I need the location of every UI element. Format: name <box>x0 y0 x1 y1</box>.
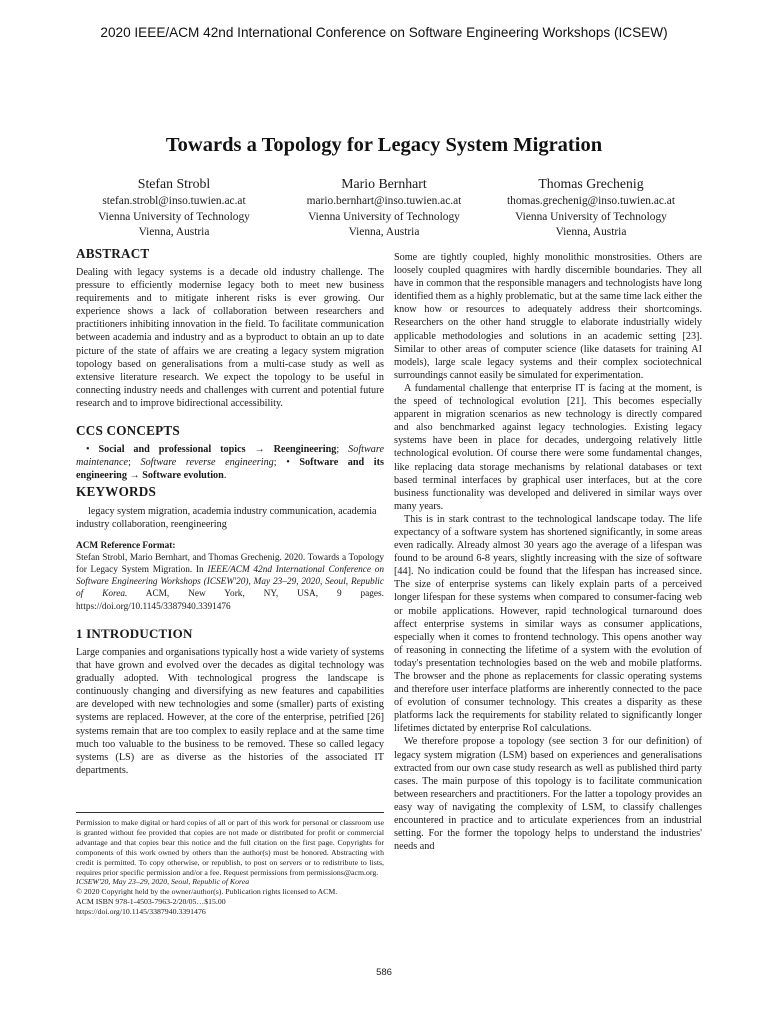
keywords-text: legacy system migration, academia industry communication, academia industry collaboration, reengineering <box>76 506 377 531</box>
ccs-sep: ; <box>336 444 349 456</box>
author-location: Vienna, Austria <box>348 226 420 239</box>
permission-isbn: ACM ISBN 978-1-4503-7963-2/20/05…$15.00 <box>76 897 226 907</box>
author-email: thomas.grechenig@inso.tuwien.ac.at <box>506 195 675 207</box>
permission-copyright: © 2020 Copyright held by the owner/author(s). Publication rights licensed to ACM. <box>76 887 338 897</box>
author-2 <box>284 175 484 241</box>
author-name: Stefan Strobl <box>137 176 211 191</box>
left-column <box>76 246 384 777</box>
reference-part-1: Stefan Strobl, Mario Bernhart, and Thomas Grechenig. 2020. Towards a Topology for Legacy System Migration. In <box>76 552 384 575</box>
body-paragraph-3: This is in stark contrast to the technological landscape today. The life expectancy of a software system has shortened significantly, in some areas even radically. Already almost 30 years ago the average of a lifespan was found to be around 6-8 years, slightly increasing with the size of software [44]. No indication could be found that the lifespan has increased since. The size of enterprise systems can likely explain parts of a perceived longer lifespan for these systems when compared to consumer-facing web or mobile applications. However, rapid technological turnaround does affect enterprise systems in similar ways as consumer applications, especially when it comes to frontend technology. This opens another way of reasoning in connecting the lifetime of a system with the evolution of today's presentation technologies based on the web and mobile platforms. The browser and the phone as replacements for classic operating systems and therefore user interface platforms are inherently connected to the pace of evolution of consumer technology. This creates a disparity as these platforms lack the requirements for stability related to significantly longer lifetimes dictated by enterprise RoI calculations. <box>394 513 702 735</box>
reference-heading: ACM Reference Format: <box>76 540 176 551</box>
ccs-concepts <box>76 443 384 482</box>
author-name: Thomas Grechenig <box>538 176 644 191</box>
author-affiliation: Vienna University of Technology <box>515 210 667 223</box>
body-paragraph-2: A fundamental challenge that enterprise IT is facing at the moment, is the speed of technological evolution [21]. This becomes especially apparent in migration scenarios as new technology is directly compared and also benchmarked against legacy technologies. Existing legacy systems have been in place for decades, undergoing relatively little technological evolution. Of course there were some fundamental changes, like replacing data storage mechanisms by relational databases or text based terminal interfaces by graphical user interfaces, but at the core business functionality was developed and delivered in similar ways over many years. <box>394 382 702 512</box>
author-affiliation: Vienna University of Technology <box>98 210 250 223</box>
right-column <box>394 251 702 853</box>
author-location: Vienna, Austria <box>138 226 210 239</box>
ccs-end: . <box>223 470 227 482</box>
conference-header: 2020 IEEE/ACM 42nd International Conference on Software Engineering Workshops (ICSEW) <box>100 25 668 40</box>
abstract-heading: ABSTRACT <box>76 246 150 261</box>
abstract-text: Dealing with legacy systems is a decade old industry challenge. The pressure to efficiently modernise legacy both to meet new business requirements and to mitigate inherent risks is ever growing. Our experience shows a lack of collaboration between researchers and practitioners inhibiting innovation in the field. To facilitate communication between academia and industry and as a byproduct to obtain an up to date picture of the state of affairs we are creating a legacy system migration topology based on generalisations from a multi-case study as well as extensive literature research. We expect the topology to be useful in connecting industry needs and challenges with current and potential future research and to improve bidirectional accessibility. <box>76 267 384 409</box>
ccs-heading: CCS CONCEPTS <box>76 423 180 439</box>
ccs-concept-1: Social and professional topics → Reengineering <box>98 444 337 456</box>
ccs-bullet: • <box>86 444 90 456</box>
author-email: stefan.strobl@inso.tuwien.ac.at <box>102 195 246 207</box>
body-paragraph-4: We therefore propose a topology (see section 3 for our definition) of legacy system migration (LSM) based on experiences and generalisations extracted from our own case study research as well as published third party cases. The main purpose of this topology is to facilitate communication between researchers and practitioners. For the latter a topology provides an easy way of navigating the complexity of LSM, to classify challenges encountered in practice and to articulate experiences from an industrial setting. For the former the topology helps to understand the industries' needs and <box>394 736 702 853</box>
ccs-bullet: • <box>286 457 290 469</box>
author-name: Mario Bernhart <box>341 176 427 191</box>
author-affiliation: Vienna University of Technology <box>308 210 460 223</box>
permission-doi: https://doi.org/10.1145/3387940.3391476 <box>76 907 206 917</box>
ccs-concept-2: Software and its engineering → Software evolution <box>76 457 384 482</box>
author-1 <box>74 175 274 241</box>
ccs-term: Software reverse engineering <box>140 457 274 469</box>
permission-venue: ICSEW'20, May 23–29, 2020, Seoul, Republic of Korea <box>76 877 250 887</box>
author-location: Vienna, Austria <box>555 226 627 239</box>
permission-notice <box>76 812 384 917</box>
permission-text: Permission to make digital or hard copies of all or part of this work for personal or classroom use is granted without fee provided that copies are not made or distributed for profit or commercial advantage and that copies bear this notice and the full citation on the first page. Copyrights for components of this work owned by others than the author(s) must be honored. Abstracting with credit is permitted. To copy otherwise, or republish, to post on servers or to redistribute to lists, requires prior specific permission and/or a fee. Request permissions from permissions@acm.org. <box>76 818 384 877</box>
body-paragraph-1: Some are tightly coupled, highly monolithic monstrosities. Others are loosely coupled quagmires with hardly discernible boundaries. They all have in common that the responsible managers and technologists have long identified them as a highly problematic, but at the same time lack either the know how or resources to adequately address their shortcomings. Researchers on the other hand struggle to elaborate industrially widely applicable methodologies and solutions in an academic setting [23]. Similar to other areas of computer science (like datasets for training AI models), large scale legacy systems and their complex sociotechnical surroundings cannot easily be simulated for experimentation. <box>394 252 702 381</box>
reference-text <box>76 552 384 613</box>
keywords-heading: KEYWORDS <box>76 484 157 500</box>
paper-title: Towards a Topology for Legacy System Migration <box>165 134 603 156</box>
reference-part-2: ACM, New York, NY, USA, 9 pages. https://doi.org/10.1145/3387940.3391476 <box>76 589 384 612</box>
author-email: mario.bernhart@inso.tuwien.ac.at <box>306 195 462 207</box>
intro-heading: 1 INTRODUCTION <box>76 625 193 641</box>
reference-venue: IEEE/ACM 42nd International Conference on Software Engineering Workshops (ICSEW'20), May 23–29, 2020, Seoul, Republic of Korea. <box>76 564 384 600</box>
ccs-sep: ; <box>273 457 287 469</box>
intro-text: Large companies and organisations typically host a wide variety of systems that have grown and evolved over the decades as digital technology was gradually adopted. With technological progress the landscape is continuously changing and diversifying as new features and capabilities are developed with new technologies and some (smaller) parts of existing systems are replaced. However, at the core of the enterprise, petrified [26] systems remain that are too complex to easily replace and at the same time much too valuable to the business to be removed. These so called legacy systems (LS) are as diverse as the histories of the associated IT departments. <box>76 646 384 776</box>
ccs-term: Software maintenance <box>76 444 384 469</box>
ccs-sep: ; <box>128 457 141 469</box>
page-number: 586 <box>376 967 392 978</box>
author-3 <box>491 175 691 241</box>
